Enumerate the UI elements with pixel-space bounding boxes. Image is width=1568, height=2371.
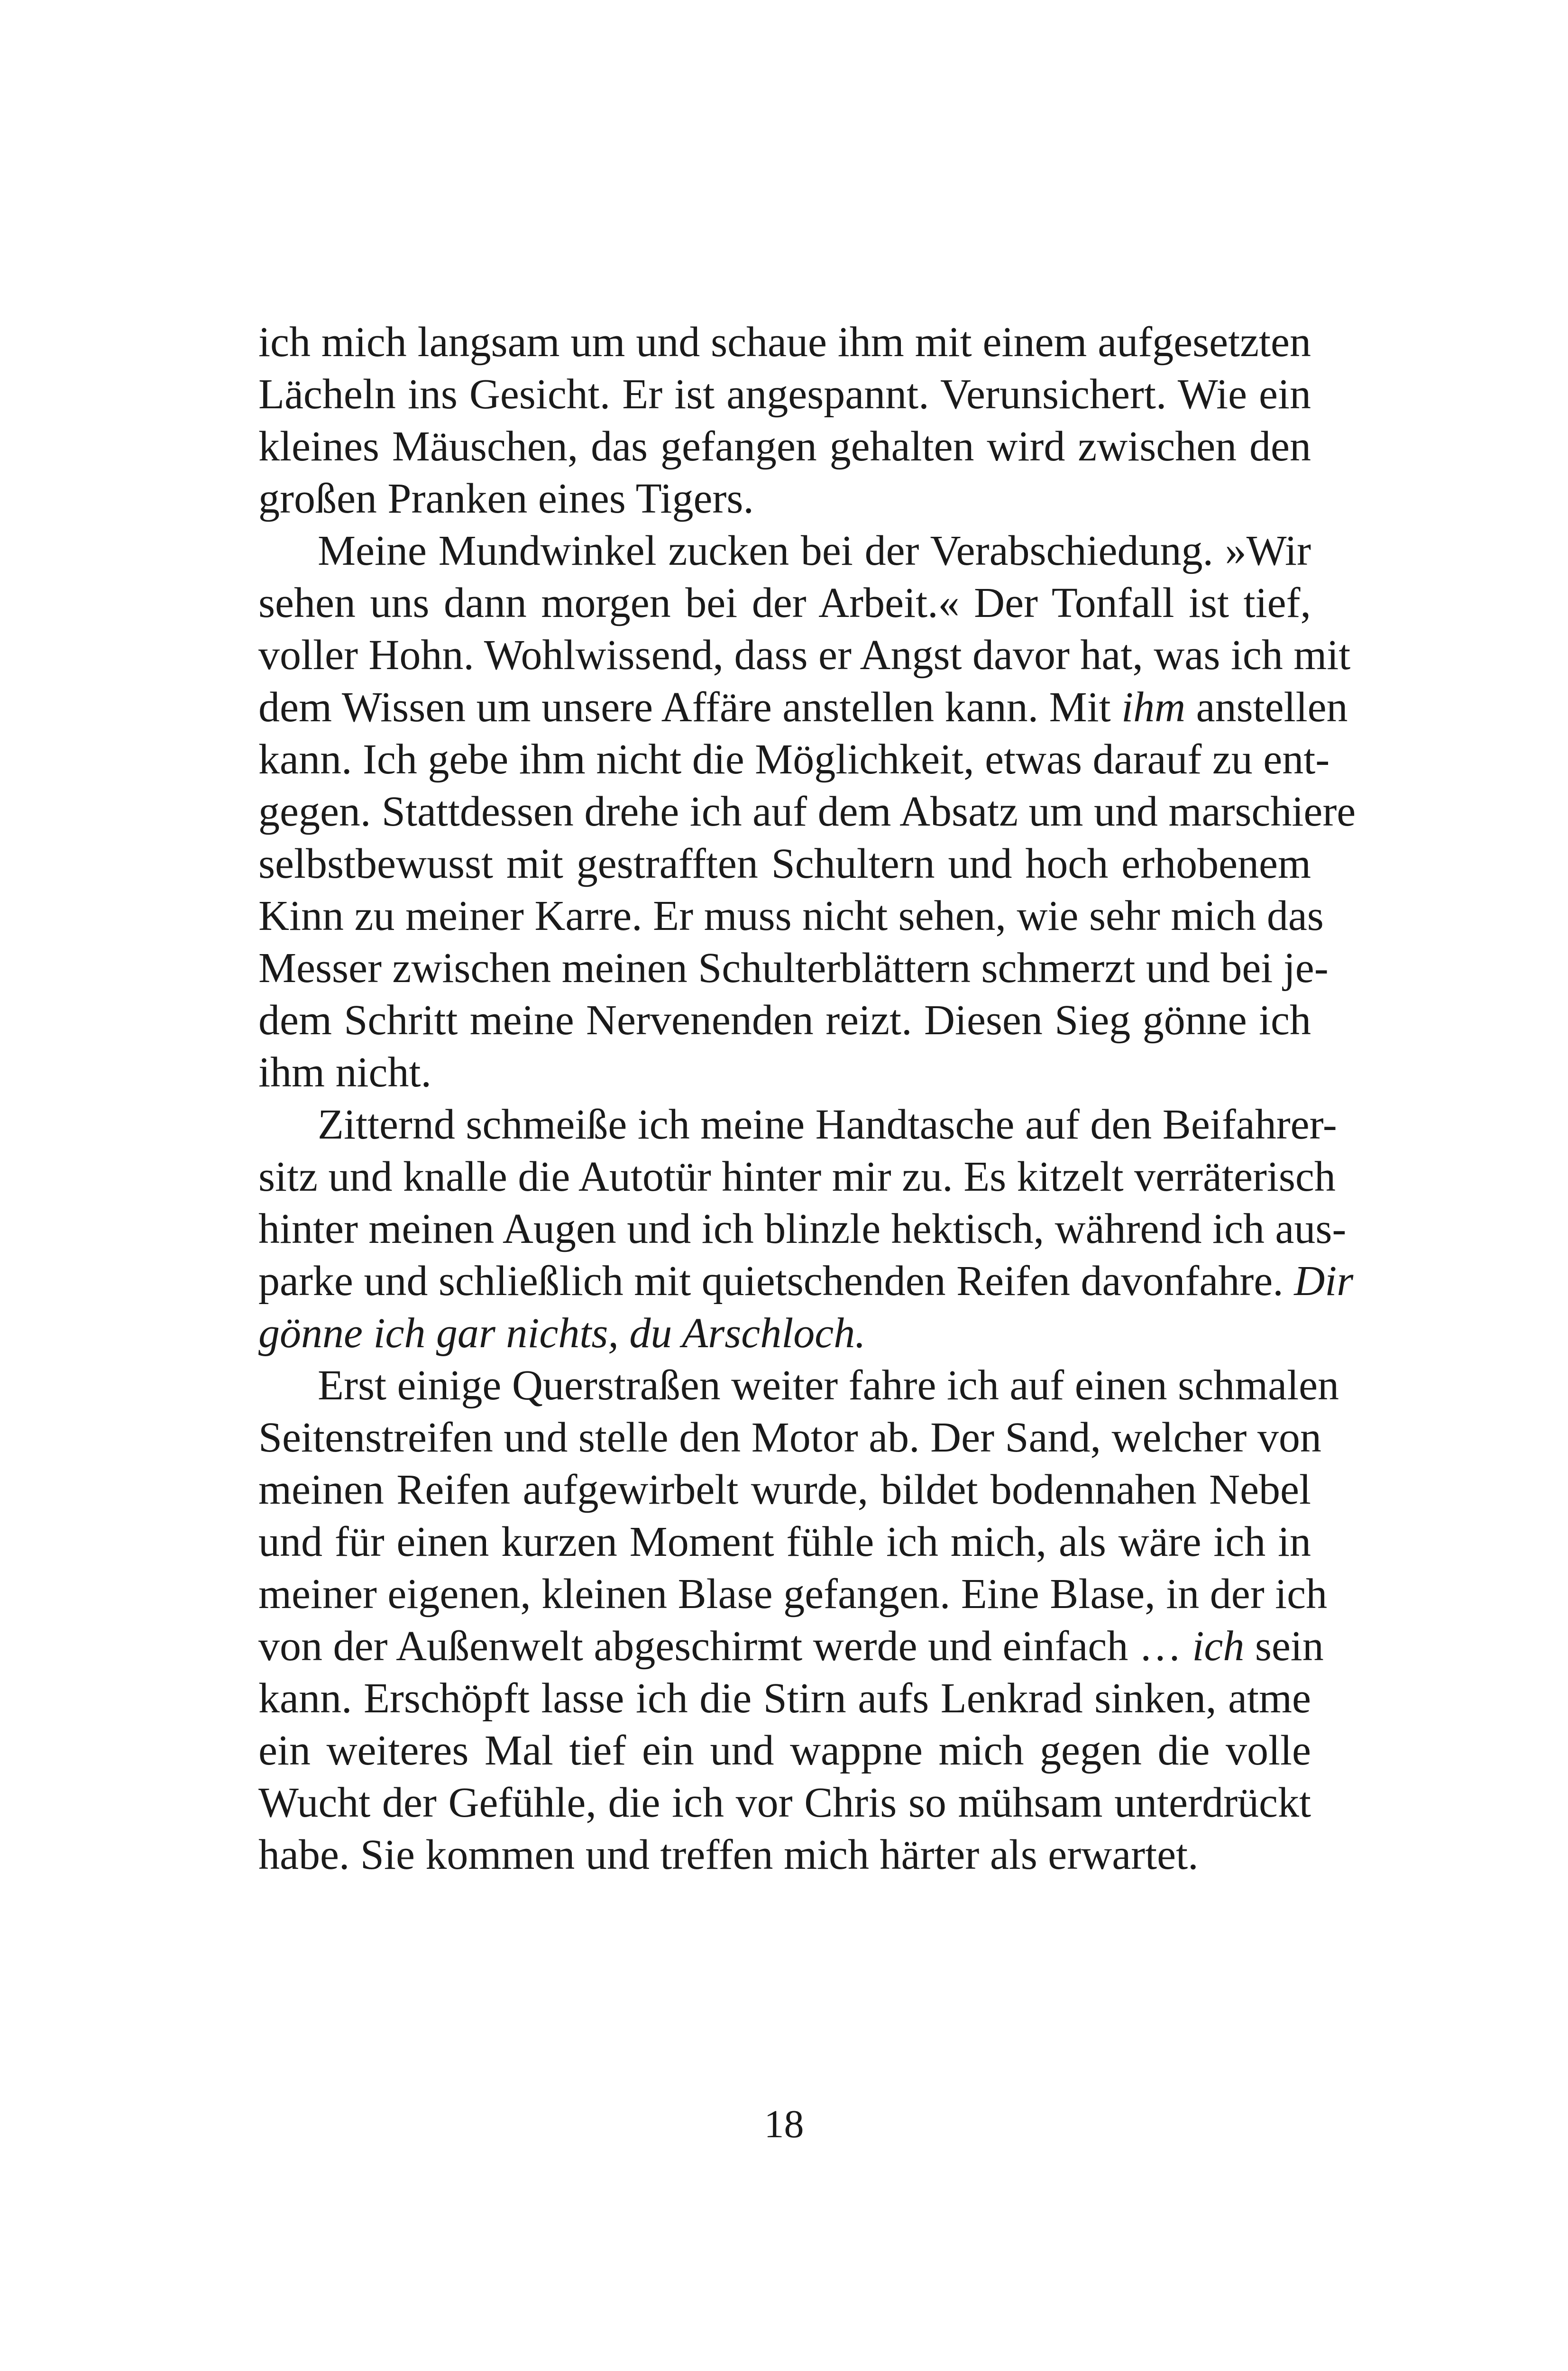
- italic-text: ihm: [1121, 684, 1186, 731]
- text-run: dem Schritt meine Nervenenden reizt. Diesen Sieg gönne ich: [258, 997, 1311, 1044]
- text-run: Meine Mundwinkel zucken bei der Verabschiedung. »Wir: [318, 527, 1311, 574]
- text-run: parke und schließlich mit quietschenden Reifen davonfahre.: [258, 1258, 1294, 1305]
- text-line: [258, 1360, 1339, 1412]
- text-run: sein: [1244, 1623, 1324, 1670]
- text-run: Messer zwischen meinen Schulterblättern schmerzt und bei je-: [258, 945, 1329, 992]
- paragraph: [258, 316, 1311, 525]
- text-line: [258, 1255, 1354, 1307]
- text-run: und für einen kurzen Moment fühle ich mich, als wäre ich in: [258, 1518, 1311, 1565]
- text-line: [258, 316, 1311, 368]
- text-line: [258, 629, 1351, 681]
- text-run: Wucht der Gefühle, die ich vor Chris so mühsam unterdrückt: [258, 1779, 1311, 1826]
- text-line: [258, 942, 1329, 994]
- text-line: [258, 525, 1311, 577]
- text-run: Erst einige Querstraßen weiter fahre ich auf einen schmalen: [318, 1362, 1339, 1409]
- text-run: kann. Erschöpft lasse ich die Stirn aufs Lenkrad sinken, atme: [258, 1675, 1311, 1722]
- text-run: Zitternd schmeiße ich meine Handtasche auf den Beifahrer-: [318, 1101, 1337, 1148]
- text-line: [258, 1725, 1311, 1777]
- text-line: [258, 1829, 1311, 1881]
- text-line: [258, 368, 1311, 421]
- text-line: [258, 1099, 1337, 1151]
- text-line: [258, 1464, 1311, 1516]
- text-run: Kinn zu meiner Karre. Er muss nicht sehen, wie sehr mich das: [258, 892, 1324, 939]
- text-line: [258, 1151, 1336, 1203]
- text-run: meiner eigenen, kleinen Blase gefangen. Eine Blase, in der ich: [258, 1571, 1328, 1617]
- text-line: [258, 421, 1311, 473]
- italic-text: gönne ich gar nichts, du Arschloch.: [258, 1310, 866, 1357]
- text-line: [258, 1203, 1347, 1255]
- text-run: gegen. Stattdessen drehe ich auf dem Absatz um und marschiere: [258, 788, 1356, 835]
- text-run: kann. Ich gebe ihm nicht die Möglichkeit, etwas darauf zu ent-: [258, 736, 1330, 783]
- page-number: 18: [764, 2102, 804, 2146]
- text-run: Lächeln ins Gesicht. Er ist angespannt. Verunsichert. Wie ein: [258, 371, 1311, 418]
- text-run: großen Pranken eines Tigers.: [258, 475, 754, 522]
- text-run: sehen uns dann morgen bei der Arbeit.« Der Tonfall ist tief,: [258, 579, 1311, 626]
- text-run: voller Hohn. Wohlwissend, dass er Angst davor hat, was ich mit: [258, 632, 1351, 679]
- text-run: kleines Mäuschen, das gefangen gehalten wird zwischen den: [258, 423, 1311, 470]
- text-run: meinen Reifen aufgewirbelt wurde, bildet bodennahen Nebel: [258, 1466, 1311, 1513]
- text-run: hinter meinen Augen und ich blinzle hektisch, während ich aus-: [258, 1205, 1347, 1252]
- text-line: [258, 1777, 1311, 1829]
- text-line: [258, 681, 1348, 734]
- text-run: ein weiteres Mal tief ein und wappne mich gegen die volle: [258, 1727, 1311, 1774]
- text-line: [258, 1568, 1328, 1620]
- text-line: [258, 994, 1311, 1047]
- paragraph: [258, 1099, 1354, 1360]
- text-line: [258, 1307, 1311, 1360]
- text-run: von der Außenwelt abgeschirmt werde und einfach …: [258, 1623, 1192, 1670]
- paragraph: [258, 525, 1356, 1099]
- text-run: anstellen: [1185, 684, 1348, 731]
- text-run: ich mich langsam um und schaue ihm mit einem aufgesetzten: [258, 319, 1311, 366]
- text-run: selbstbewusst mit gestrafften Schultern und hoch erhobenem: [258, 840, 1311, 887]
- text-line: [258, 890, 1324, 942]
- text-line: [258, 1412, 1321, 1464]
- text-line: [258, 838, 1311, 890]
- text-line: [258, 1673, 1311, 1725]
- text-run: Seitenstreifen und stelle den Motor ab. Der Sand, welcher von: [258, 1414, 1321, 1461]
- text-line: [258, 1047, 1311, 1099]
- italic-text: ich: [1192, 1623, 1245, 1670]
- text-line: [258, 577, 1311, 629]
- paragraph: [258, 1360, 1339, 1881]
- text-line: [258, 473, 1311, 525]
- italic-text: Dir: [1294, 1258, 1354, 1305]
- text-line: [258, 786, 1356, 838]
- body-text: [258, 316, 1356, 1881]
- text-line: [258, 1620, 1324, 1673]
- text-run: dem Wissen um unsere Affäre anstellen kann. Mit: [258, 684, 1122, 731]
- text-run: ihm nicht.: [258, 1049, 431, 1096]
- text-run: habe. Sie kommen und treffen mich härter als erwartet.: [258, 1831, 1199, 1878]
- text-line: [258, 734, 1330, 786]
- text-run: sitz und knalle die Autotür hinter mir zu. Es kitzelt verräterisch: [258, 1153, 1336, 1200]
- text-line: [258, 1516, 1311, 1568]
